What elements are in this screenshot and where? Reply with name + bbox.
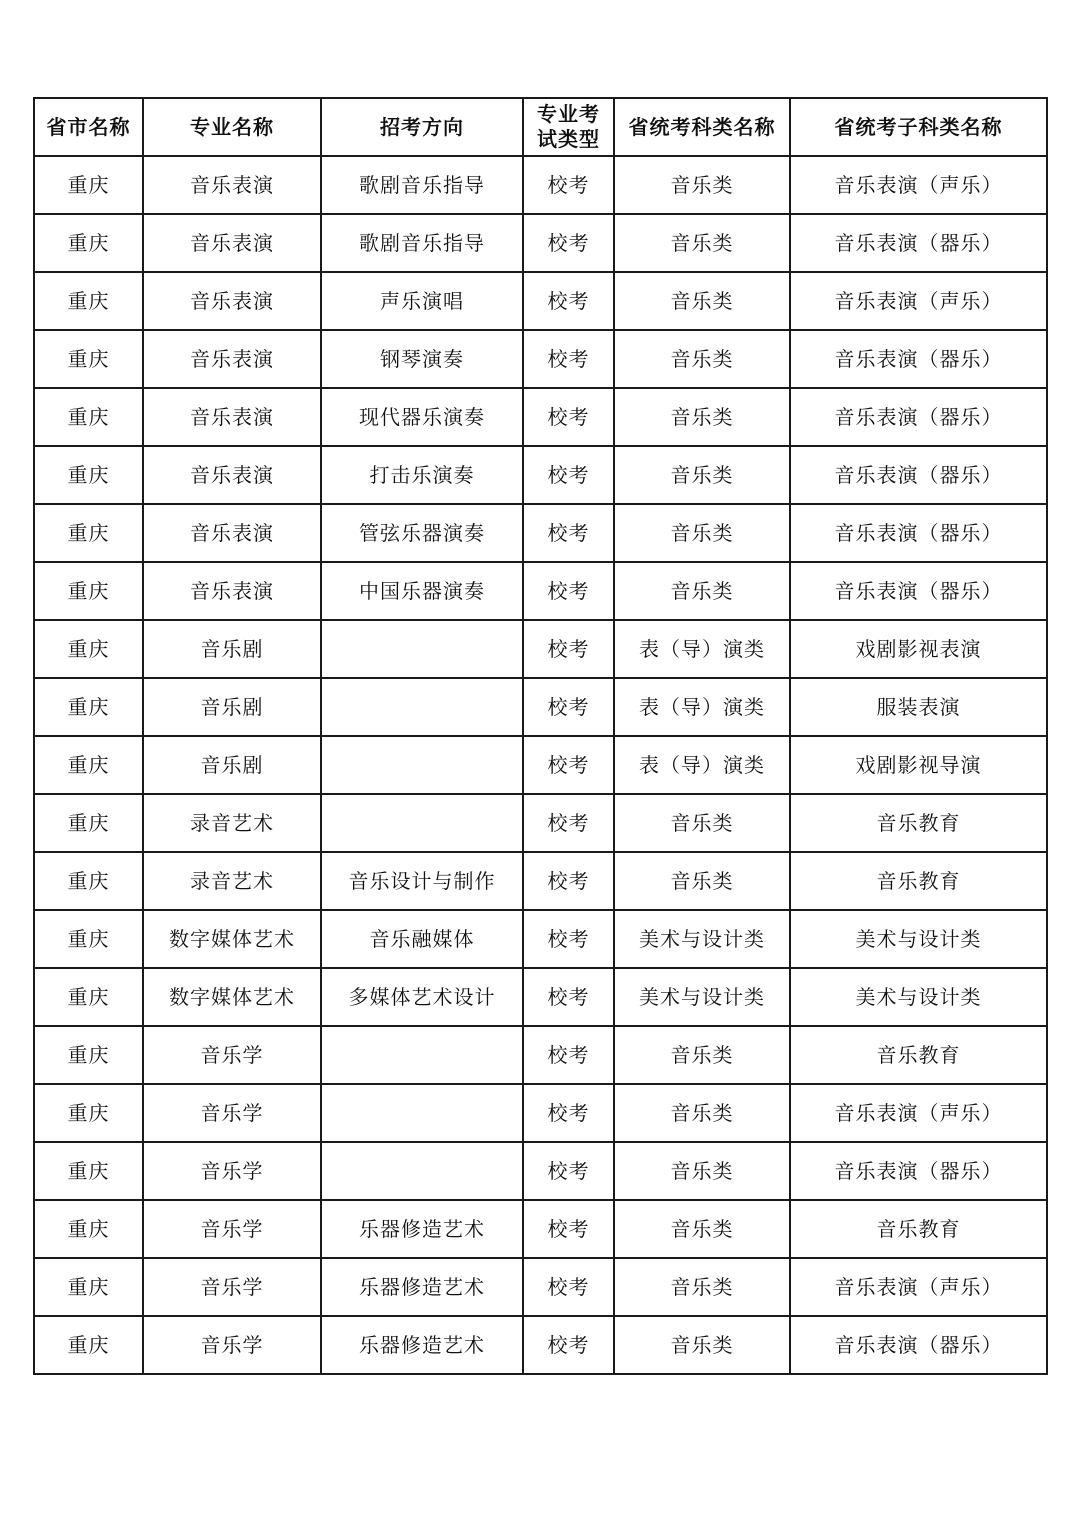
cell-exam-type: 校考 <box>523 968 614 1026</box>
table-row <box>34 1142 1047 1200</box>
cell-province: 重庆 <box>34 736 143 794</box>
cell-major: 音乐表演 <box>143 330 321 388</box>
cell-exam-type: 校考 <box>523 852 614 910</box>
cell-category: 音乐类 <box>614 330 790 388</box>
cell-category: 音乐类 <box>614 156 790 214</box>
table-row <box>34 388 1047 446</box>
table-row <box>34 1258 1047 1316</box>
cell-category: 音乐类 <box>614 504 790 562</box>
table-row <box>34 214 1047 272</box>
cell-category: 音乐类 <box>614 1316 790 1374</box>
cell-direction: 多媒体艺术设计 <box>321 968 523 1026</box>
cell-direction: 中国乐器演奏 <box>321 562 523 620</box>
cell-direction: 钢琴演奏 <box>321 330 523 388</box>
cell-province: 重庆 <box>34 1200 143 1258</box>
cell-province: 重庆 <box>34 1026 143 1084</box>
cell-province: 重庆 <box>34 562 143 620</box>
cell-major: 音乐剧 <box>143 620 321 678</box>
table-row <box>34 272 1047 330</box>
cell-direction: 歌剧音乐指导 <box>321 214 523 272</box>
cell-exam-type: 校考 <box>523 1084 614 1142</box>
cell-subcategory: 音乐表演（器乐） <box>790 388 1047 446</box>
cell-exam-type: 校考 <box>523 794 614 852</box>
cell-category: 音乐类 <box>614 1084 790 1142</box>
table-row <box>34 968 1047 1026</box>
cell-province: 重庆 <box>34 1258 143 1316</box>
cell-exam-type: 校考 <box>523 388 614 446</box>
cell-direction <box>321 1026 523 1084</box>
cell-province: 重庆 <box>34 794 143 852</box>
cell-major: 数字媒体艺术 <box>143 968 321 1026</box>
cell-major: 音乐学 <box>143 1200 321 1258</box>
cell-direction: 乐器修造艺术 <box>321 1316 523 1374</box>
cell-major: 音乐表演 <box>143 272 321 330</box>
cell-subcategory: 音乐教育 <box>790 794 1047 852</box>
cell-category: 音乐类 <box>614 214 790 272</box>
cell-exam-type: 校考 <box>523 620 614 678</box>
cell-province: 重庆 <box>34 1084 143 1142</box>
cell-exam-type: 校考 <box>523 1142 614 1200</box>
cell-category: 表（导）演类 <box>614 736 790 794</box>
cell-exam-type: 校考 <box>523 446 614 504</box>
cell-direction <box>321 794 523 852</box>
cell-exam-type: 校考 <box>523 562 614 620</box>
cell-category: 音乐类 <box>614 562 790 620</box>
cell-subcategory: 音乐表演（声乐） <box>790 156 1047 214</box>
cell-major: 音乐表演 <box>143 562 321 620</box>
cell-subcategory: 音乐教育 <box>790 1026 1047 1084</box>
table-row <box>34 852 1047 910</box>
table-header <box>34 98 1047 156</box>
cell-subcategory: 音乐表演（器乐） <box>790 330 1047 388</box>
cell-category: 美术与设计类 <box>614 910 790 968</box>
table-row <box>34 1316 1047 1374</box>
cell-province: 重庆 <box>34 852 143 910</box>
cell-major: 音乐表演 <box>143 504 321 562</box>
table-body <box>34 156 1047 1374</box>
cell-exam-type: 校考 <box>523 910 614 968</box>
cell-subcategory: 服装表演 <box>790 678 1047 736</box>
cell-direction <box>321 678 523 736</box>
cell-exam-type: 校考 <box>523 504 614 562</box>
cell-exam-type: 校考 <box>523 156 614 214</box>
cell-category: 音乐类 <box>614 1258 790 1316</box>
table-row <box>34 620 1047 678</box>
cell-direction: 音乐设计与制作 <box>321 852 523 910</box>
cell-exam-type: 校考 <box>523 1258 614 1316</box>
header-province: 省市名称 <box>34 98 143 156</box>
cell-province: 重庆 <box>34 910 143 968</box>
cell-subcategory: 音乐表演（器乐） <box>790 562 1047 620</box>
cell-major: 数字媒体艺术 <box>143 910 321 968</box>
cell-exam-type: 校考 <box>523 678 614 736</box>
cell-category: 音乐类 <box>614 1200 790 1258</box>
cell-subcategory: 戏剧影视导演 <box>790 736 1047 794</box>
cell-direction: 声乐演唱 <box>321 272 523 330</box>
cell-major: 音乐学 <box>143 1026 321 1084</box>
cell-exam-type: 校考 <box>523 1316 614 1374</box>
cell-province: 重庆 <box>34 156 143 214</box>
cell-subcategory: 音乐表演（声乐） <box>790 1084 1047 1142</box>
admissions-table <box>33 97 1048 1375</box>
cell-major: 录音艺术 <box>143 852 321 910</box>
cell-major: 音乐学 <box>143 1142 321 1200</box>
cell-subcategory: 戏剧影视表演 <box>790 620 1047 678</box>
cell-major: 音乐学 <box>143 1316 321 1374</box>
cell-exam-type: 校考 <box>523 214 614 272</box>
cell-major: 音乐剧 <box>143 678 321 736</box>
cell-subcategory: 音乐表演（声乐） <box>790 272 1047 330</box>
cell-major: 音乐剧 <box>143 736 321 794</box>
table-row <box>34 562 1047 620</box>
cell-subcategory: 音乐表演（器乐） <box>790 446 1047 504</box>
cell-category: 音乐类 <box>614 794 790 852</box>
cell-province: 重庆 <box>34 968 143 1026</box>
table-row <box>34 1026 1047 1084</box>
cell-province: 重庆 <box>34 388 143 446</box>
cell-exam-type: 校考 <box>523 1200 614 1258</box>
cell-province: 重庆 <box>34 446 143 504</box>
cell-direction: 乐器修造艺术 <box>321 1258 523 1316</box>
table-row <box>34 794 1047 852</box>
table-row <box>34 330 1047 388</box>
cell-category: 音乐类 <box>614 272 790 330</box>
cell-subcategory: 音乐教育 <box>790 852 1047 910</box>
cell-category: 音乐类 <box>614 1026 790 1084</box>
cell-direction <box>321 1084 523 1142</box>
cell-direction: 音乐融媒体 <box>321 910 523 968</box>
table-row <box>34 504 1047 562</box>
cell-province: 重庆 <box>34 1142 143 1200</box>
cell-exam-type: 校考 <box>523 736 614 794</box>
table-row <box>34 678 1047 736</box>
cell-province: 重庆 <box>34 214 143 272</box>
cell-province: 重庆 <box>34 330 143 388</box>
cell-category: 表（导）演类 <box>614 620 790 678</box>
cell-province: 重庆 <box>34 678 143 736</box>
cell-subcategory: 美术与设计类 <box>790 910 1047 968</box>
header-row <box>34 98 1047 156</box>
table-row <box>34 910 1047 968</box>
cell-category: 音乐类 <box>614 852 790 910</box>
cell-major: 音乐表演 <box>143 156 321 214</box>
cell-province: 重庆 <box>34 620 143 678</box>
cell-subcategory: 音乐表演（器乐） <box>790 1142 1047 1200</box>
table-row <box>34 156 1047 214</box>
table-row <box>34 446 1047 504</box>
table-row <box>34 736 1047 794</box>
cell-major: 音乐表演 <box>143 388 321 446</box>
cell-direction: 现代器乐演奏 <box>321 388 523 446</box>
cell-subcategory: 音乐表演（器乐） <box>790 214 1047 272</box>
cell-province: 重庆 <box>34 504 143 562</box>
header-direction: 招考方向 <box>321 98 523 156</box>
cell-major: 音乐表演 <box>143 446 321 504</box>
cell-province: 重庆 <box>34 1316 143 1374</box>
cell-exam-type: 校考 <box>523 272 614 330</box>
cell-subcategory: 音乐表演（器乐） <box>790 504 1047 562</box>
table-row <box>34 1200 1047 1258</box>
cell-major: 音乐学 <box>143 1084 321 1142</box>
cell-direction <box>321 1142 523 1200</box>
cell-exam-type: 校考 <box>523 1026 614 1084</box>
cell-direction <box>321 736 523 794</box>
cell-exam-type: 校考 <box>523 330 614 388</box>
table-row <box>34 1084 1047 1142</box>
cell-major: 录音艺术 <box>143 794 321 852</box>
cell-direction: 管弦乐器演奏 <box>321 504 523 562</box>
cell-category: 表（导）演类 <box>614 678 790 736</box>
header-subcategory: 省统考子科类名称 <box>790 98 1047 156</box>
cell-direction: 歌剧音乐指导 <box>321 156 523 214</box>
cell-category: 音乐类 <box>614 1142 790 1200</box>
cell-subcategory: 音乐表演（器乐） <box>790 1316 1047 1374</box>
cell-subcategory: 音乐表演（声乐） <box>790 1258 1047 1316</box>
cell-subcategory: 音乐教育 <box>790 1200 1047 1258</box>
header-major: 专业名称 <box>143 98 321 156</box>
cell-direction <box>321 620 523 678</box>
cell-direction: 乐器修造艺术 <box>321 1200 523 1258</box>
cell-direction: 打击乐演奏 <box>321 446 523 504</box>
cell-subcategory: 美术与设计类 <box>790 968 1047 1026</box>
cell-province: 重庆 <box>34 272 143 330</box>
header-category: 省统考科类名称 <box>614 98 790 156</box>
cell-major: 音乐表演 <box>143 214 321 272</box>
cell-category: 美术与设计类 <box>614 968 790 1026</box>
cell-category: 音乐类 <box>614 446 790 504</box>
cell-category: 音乐类 <box>614 388 790 446</box>
header-exam-type: 专业考试类型 <box>523 98 614 156</box>
cell-major: 音乐学 <box>143 1258 321 1316</box>
